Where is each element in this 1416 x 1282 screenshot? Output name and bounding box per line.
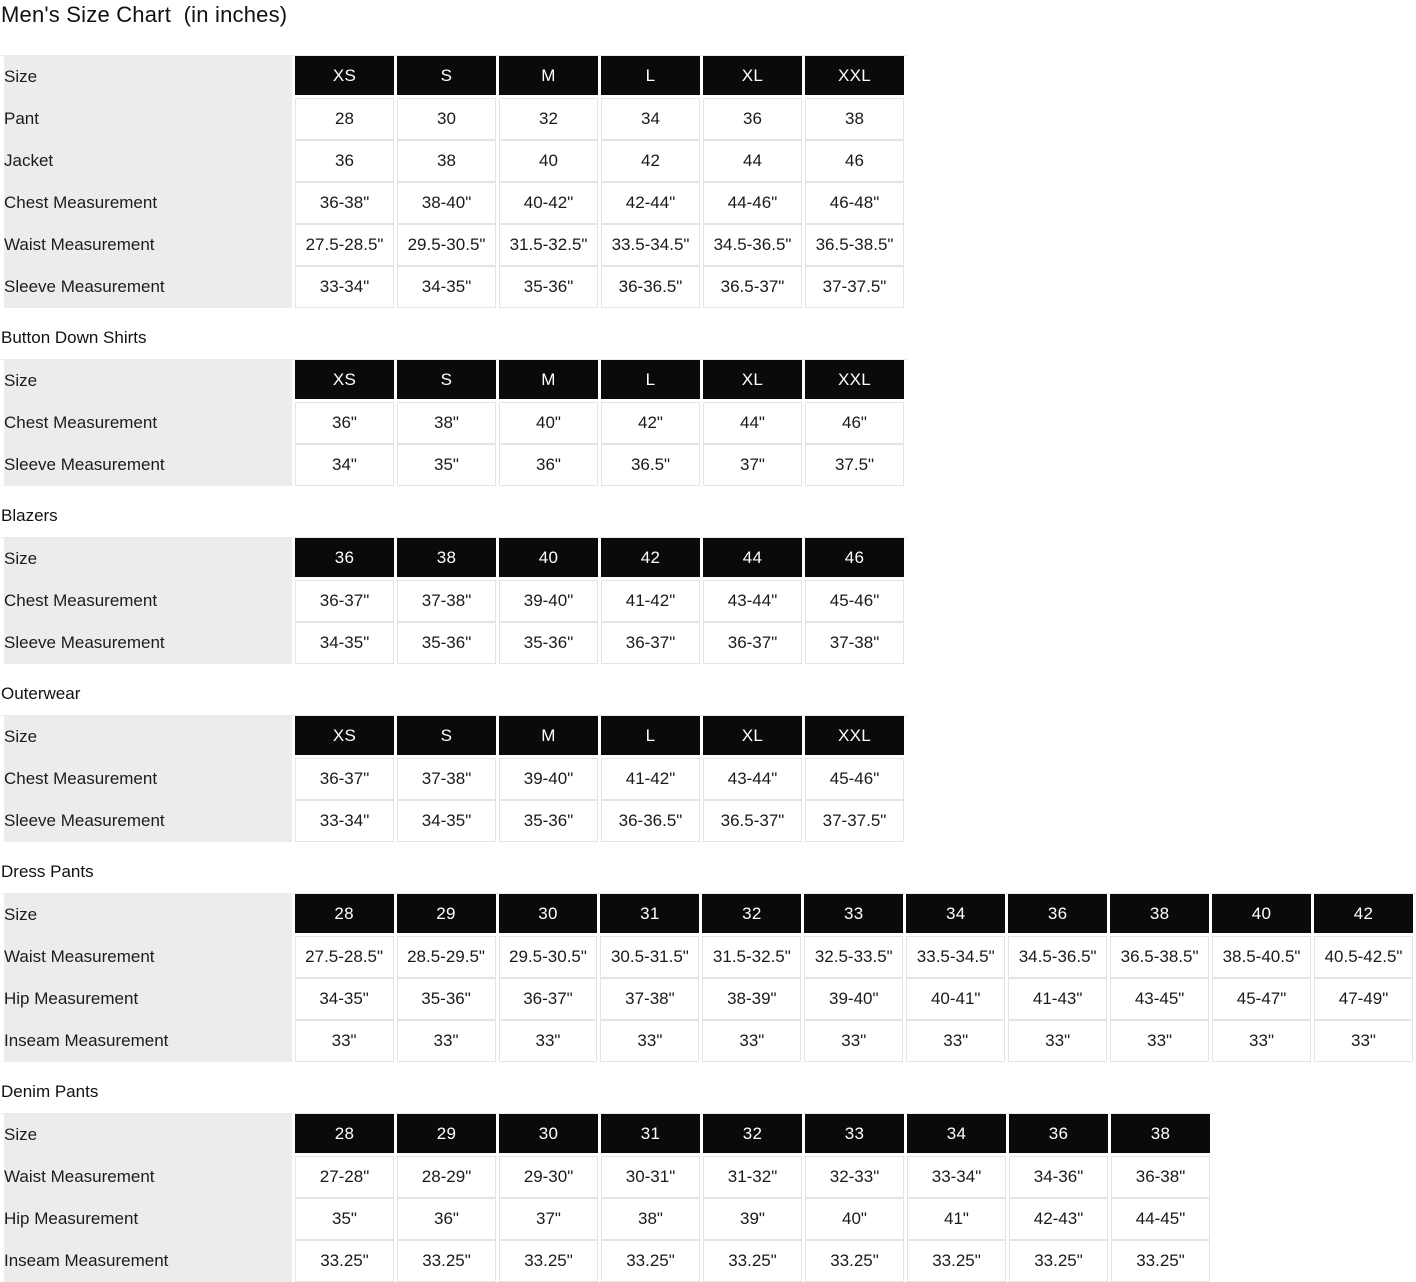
measurement-cell: 43-44" — [703, 758, 802, 800]
measurement-cell: 37.5" — [805, 444, 904, 486]
measurement-cell: 36-37" — [295, 758, 394, 800]
measurement-cell: 31.5-32.5" — [499, 224, 598, 266]
row-label: Pant — [4, 98, 292, 140]
outerwear-heading: Outerwear — [1, 684, 81, 703]
measurement-cell: 33" — [499, 1020, 598, 1062]
measurement-cell: 39" — [703, 1198, 802, 1240]
row-label: Size — [4, 360, 292, 402]
measurement-cell: 45-46" — [805, 758, 904, 800]
size-header-cell: 36 — [1008, 894, 1107, 936]
measurement-cell: 38 — [397, 140, 496, 182]
measurement-cell: 36-37" — [295, 580, 394, 622]
measurement-cell: 31.5-32.5" — [702, 936, 801, 978]
measurement-cell: 42" — [601, 402, 700, 444]
denim-pants-table — [1, 1113, 1213, 1282]
row-label: Size — [4, 56, 292, 98]
measurement-cell: 45-47" — [1212, 978, 1311, 1020]
row-label: Waist Measurement — [4, 936, 292, 978]
measurement-cell: 33.25" — [499, 1240, 598, 1282]
denim-pants-heading: Denim Pants — [1, 1082, 99, 1101]
table-row — [4, 978, 1413, 1020]
size-header-row — [4, 360, 904, 402]
row-label: Hip Measurement — [4, 1198, 292, 1240]
size-header-cell: 32 — [703, 1114, 802, 1156]
measurement-cell: 28 — [295, 98, 394, 140]
size-header-cell: 29 — [397, 1114, 496, 1156]
measurement-cell: 34-35" — [397, 800, 496, 842]
measurement-cell: 37-38" — [397, 758, 496, 800]
row-label: Sleeve Measurement — [4, 800, 292, 842]
measurement-cell: 44" — [703, 402, 802, 444]
size-header-cell: 28 — [295, 894, 394, 936]
measurement-cell: 33" — [1212, 1020, 1311, 1062]
measurement-cell: 36-36.5" — [601, 800, 700, 842]
measurement-cell: 35-36" — [499, 266, 598, 308]
measurement-cell: 36.5-38.5" — [805, 224, 904, 266]
size-header-cell: 36 — [1009, 1114, 1108, 1156]
row-label: Chest Measurement — [4, 580, 292, 622]
size-header-cell: S — [397, 56, 496, 98]
size-header-cell: 38 — [397, 538, 496, 580]
size-header-cell: XL — [703, 360, 802, 402]
measurement-cell: 40 — [499, 140, 598, 182]
measurement-cell: 35" — [397, 444, 496, 486]
measurement-cell: 35" — [295, 1198, 394, 1240]
size-header-cell: 29 — [397, 894, 496, 936]
table-row — [4, 224, 904, 266]
measurement-cell: 44-45" — [1111, 1198, 1210, 1240]
measurement-cell: 36-38" — [295, 182, 394, 224]
size-header-cell: 32 — [702, 894, 801, 936]
measurement-cell: 34-35" — [295, 622, 394, 664]
measurement-cell: 39-40" — [499, 580, 598, 622]
measurement-cell: 33" — [804, 1020, 903, 1062]
size-header-cell: 46 — [805, 538, 904, 580]
row-label: Jacket — [4, 140, 292, 182]
size-header-cell: XS — [295, 360, 394, 402]
size-header-cell: 38 — [1111, 1114, 1210, 1156]
table-row — [4, 1020, 1413, 1062]
size-header-row — [4, 1114, 1210, 1156]
table-row — [4, 1156, 1210, 1198]
size-header-cell: 34 — [907, 1114, 1006, 1156]
size-header-cell: 34 — [906, 894, 1005, 936]
size-header-cell: 30 — [499, 1114, 598, 1156]
size-header-row — [4, 894, 1413, 936]
table-row — [4, 98, 904, 140]
measurement-cell: 29-30" — [499, 1156, 598, 1198]
measurement-cell: 33.5-34.5" — [906, 936, 1005, 978]
size-header-row — [4, 56, 904, 98]
table-row — [4, 936, 1413, 978]
size-header-cell: XS — [295, 56, 394, 98]
measurement-cell: 46 — [805, 140, 904, 182]
button-down-shirts-heading: Button Down Shirts — [1, 328, 147, 347]
size-header-cell: XXL — [805, 56, 904, 98]
size-header-cell: 36 — [295, 538, 394, 580]
measurement-cell: 30.5-31.5" — [600, 936, 699, 978]
dress-pants-heading: Dress Pants — [1, 862, 94, 881]
size-header-cell: M — [499, 360, 598, 402]
measurement-cell: 44 — [703, 140, 802, 182]
measurement-cell: 27-28" — [295, 1156, 394, 1198]
measurement-cell: 37-38" — [397, 580, 496, 622]
measurement-cell: 38-39" — [702, 978, 801, 1020]
row-label: Size — [4, 1114, 292, 1156]
measurement-cell: 36.5-37" — [703, 800, 802, 842]
measurement-cell: 34-36" — [1009, 1156, 1108, 1198]
measurement-cell: 36" — [295, 402, 394, 444]
measurement-cell: 40" — [805, 1198, 904, 1240]
measurement-cell: 31-32" — [703, 1156, 802, 1198]
measurement-cell: 28.5-29.5" — [397, 936, 496, 978]
measurement-cell: 33" — [295, 1020, 394, 1062]
measurement-cell: 36-37" — [499, 978, 598, 1020]
measurement-cell: 37" — [703, 444, 802, 486]
button-down-shirts-table — [1, 359, 907, 486]
table-row — [4, 1198, 1210, 1240]
size-header-row — [4, 716, 904, 758]
measurement-cell: 37-37.5" — [805, 800, 904, 842]
row-label: Waist Measurement — [4, 1156, 292, 1198]
measurement-cell: 36" — [499, 444, 598, 486]
measurement-cell: 33.25" — [805, 1240, 904, 1282]
measurement-cell: 41-42" — [601, 758, 700, 800]
size-header-cell: S — [397, 716, 496, 758]
size-header-row — [4, 538, 904, 580]
measurement-cell: 38" — [601, 1198, 700, 1240]
measurement-cell: 36" — [397, 1198, 496, 1240]
measurement-cell: 38" — [397, 402, 496, 444]
measurement-cell: 33-34" — [295, 266, 394, 308]
measurement-cell: 41-43" — [1008, 978, 1107, 1020]
blazers-heading: Blazers — [1, 506, 58, 525]
size-header-cell: 30 — [499, 894, 598, 936]
table-row — [4, 182, 904, 224]
measurement-cell: 35-36" — [397, 978, 496, 1020]
measurement-cell: 40-41" — [906, 978, 1005, 1020]
size-header-cell: 44 — [703, 538, 802, 580]
measurement-cell: 29.5-30.5" — [499, 936, 598, 978]
measurement-cell: 43-44" — [703, 580, 802, 622]
size-header-cell: XXL — [805, 716, 904, 758]
row-label: Inseam Measurement — [4, 1020, 292, 1062]
measurement-cell: 36.5-38.5" — [1110, 936, 1209, 978]
measurement-cell: 28-29" — [397, 1156, 496, 1198]
measurement-cell: 33" — [1110, 1020, 1209, 1062]
size-header-cell: XXL — [805, 360, 904, 402]
measurement-cell: 37-38" — [600, 978, 699, 1020]
measurement-cell: 33.25" — [1111, 1240, 1210, 1282]
measurement-cell: 32.5-33.5" — [804, 936, 903, 978]
measurement-cell: 29.5-30.5" — [397, 224, 496, 266]
dress-pants-table — [1, 893, 1416, 1062]
measurement-cell: 34-35" — [295, 978, 394, 1020]
measurement-cell: 41" — [907, 1198, 1006, 1240]
measurement-cell: 34.5-36.5" — [703, 224, 802, 266]
measurement-cell: 36 — [295, 140, 394, 182]
blazers-table — [1, 537, 907, 664]
table-row — [4, 402, 904, 444]
table-row — [4, 800, 904, 842]
measurement-cell: 33.25" — [601, 1240, 700, 1282]
measurement-cell: 33" — [702, 1020, 801, 1062]
size-header-cell: XL — [703, 716, 802, 758]
measurement-cell: 37-38" — [805, 622, 904, 664]
measurement-cell: 36-38" — [1111, 1156, 1210, 1198]
size-header-cell: L — [601, 56, 700, 98]
size-header-cell: L — [601, 716, 700, 758]
measurement-cell: 37-37.5" — [805, 266, 904, 308]
measurement-cell: 30-31" — [601, 1156, 700, 1198]
row-label: Chest Measurement — [4, 758, 292, 800]
measurement-cell: 33" — [600, 1020, 699, 1062]
size-header-cell: 40 — [1212, 894, 1311, 936]
table-row — [4, 622, 904, 664]
measurement-cell: 36.5" — [601, 444, 700, 486]
measurement-cell: 42-44" — [601, 182, 700, 224]
row-label: Chest Measurement — [4, 402, 292, 444]
measurement-cell: 30 — [397, 98, 496, 140]
row-label: Hip Measurement — [4, 978, 292, 1020]
measurement-cell: 47-49" — [1314, 978, 1413, 1020]
measurement-cell: 41-42" — [601, 580, 700, 622]
measurement-cell: 32 — [499, 98, 598, 140]
measurement-cell: 46-48" — [805, 182, 904, 224]
measurement-cell: 33.25" — [907, 1240, 1006, 1282]
table-row — [4, 266, 904, 308]
measurement-cell: 39-40" — [804, 978, 903, 1020]
measurement-cell: 42 — [601, 140, 700, 182]
table-row — [4, 758, 904, 800]
size-header-cell: 42 — [1314, 894, 1413, 936]
measurement-cell: 36-37" — [703, 622, 802, 664]
table-row — [4, 140, 904, 182]
measurement-cell: 36.5-37" — [703, 266, 802, 308]
measurement-cell: 35-36" — [397, 622, 496, 664]
measurement-cell: 33.25" — [397, 1240, 496, 1282]
table-row — [4, 1240, 1210, 1282]
measurement-cell: 37" — [499, 1198, 598, 1240]
sections — [1, 55, 1416, 1282]
size-header-cell: XS — [295, 716, 394, 758]
measurement-cell: 33" — [906, 1020, 1005, 1062]
measurement-cell: 33.25" — [1009, 1240, 1108, 1282]
size-header-cell: 33 — [804, 894, 903, 936]
measurement-cell: 33" — [1008, 1020, 1107, 1062]
measurement-cell: 43-45" — [1110, 978, 1209, 1020]
measurement-cell: 33-34" — [295, 800, 394, 842]
measurement-cell: 40" — [499, 402, 598, 444]
measurement-cell: 35-36" — [499, 800, 598, 842]
measurement-cell: 36 — [703, 98, 802, 140]
measurement-cell: 34-35" — [397, 266, 496, 308]
outerwear-table — [1, 715, 907, 842]
table-row — [4, 580, 904, 622]
measurement-cell: 33" — [1314, 1020, 1413, 1062]
general-table — [1, 55, 907, 308]
row-label: Size — [4, 716, 292, 758]
measurement-cell: 33.25" — [703, 1240, 802, 1282]
size-header-cell: 28 — [295, 1114, 394, 1156]
size-header-cell: M — [499, 716, 598, 758]
measurement-cell: 33" — [397, 1020, 496, 1062]
row-label: Size — [4, 894, 292, 936]
row-label: Sleeve Measurement — [4, 622, 292, 664]
measurement-cell: 46" — [805, 402, 904, 444]
measurement-cell: 33.5-34.5" — [601, 224, 700, 266]
measurement-cell: 34" — [295, 444, 394, 486]
measurement-cell: 27.5-28.5" — [295, 936, 394, 978]
size-header-cell: 31 — [600, 894, 699, 936]
row-label: Inseam Measurement — [4, 1240, 292, 1282]
row-label: Size — [4, 538, 292, 580]
size-header-cell: 42 — [601, 538, 700, 580]
measurement-cell: 40.5-42.5" — [1314, 936, 1413, 978]
size-header-cell: 38 — [1110, 894, 1209, 936]
measurement-cell: 34.5-36.5" — [1008, 936, 1107, 978]
measurement-cell: 38-40" — [397, 182, 496, 224]
measurement-cell: 33-34" — [907, 1156, 1006, 1198]
size-header-cell: 33 — [805, 1114, 904, 1156]
measurement-cell: 27.5-28.5" — [295, 224, 394, 266]
size-header-cell: 40 — [499, 538, 598, 580]
row-label: Waist Measurement — [4, 224, 292, 266]
measurement-cell: 44-46" — [703, 182, 802, 224]
size-header-cell: S — [397, 360, 496, 402]
measurement-cell: 35-36" — [499, 622, 598, 664]
size-header-cell: L — [601, 360, 700, 402]
size-header-cell: XL — [703, 56, 802, 98]
measurement-cell: 45-46" — [805, 580, 904, 622]
measurement-cell: 38.5-40.5" — [1212, 936, 1311, 978]
measurement-cell: 32-33" — [805, 1156, 904, 1198]
measurement-cell: 36-37" — [601, 622, 700, 664]
measurement-cell: 42-43" — [1009, 1198, 1108, 1240]
row-label: Chest Measurement — [4, 182, 292, 224]
row-label: Sleeve Measurement — [4, 444, 292, 486]
row-label: Sleeve Measurement — [4, 266, 292, 308]
size-header-cell: 31 — [601, 1114, 700, 1156]
page-title: Men's Size Chart (in inches) — [1, 2, 288, 27]
measurement-cell: 36-36.5" — [601, 266, 700, 308]
size-header-cell: M — [499, 56, 598, 98]
measurement-cell: 38 — [805, 98, 904, 140]
measurement-cell: 34 — [601, 98, 700, 140]
table-row — [4, 444, 904, 486]
measurement-cell: 33.25" — [295, 1240, 394, 1282]
measurement-cell: 40-42" — [499, 182, 598, 224]
measurement-cell: 39-40" — [499, 758, 598, 800]
